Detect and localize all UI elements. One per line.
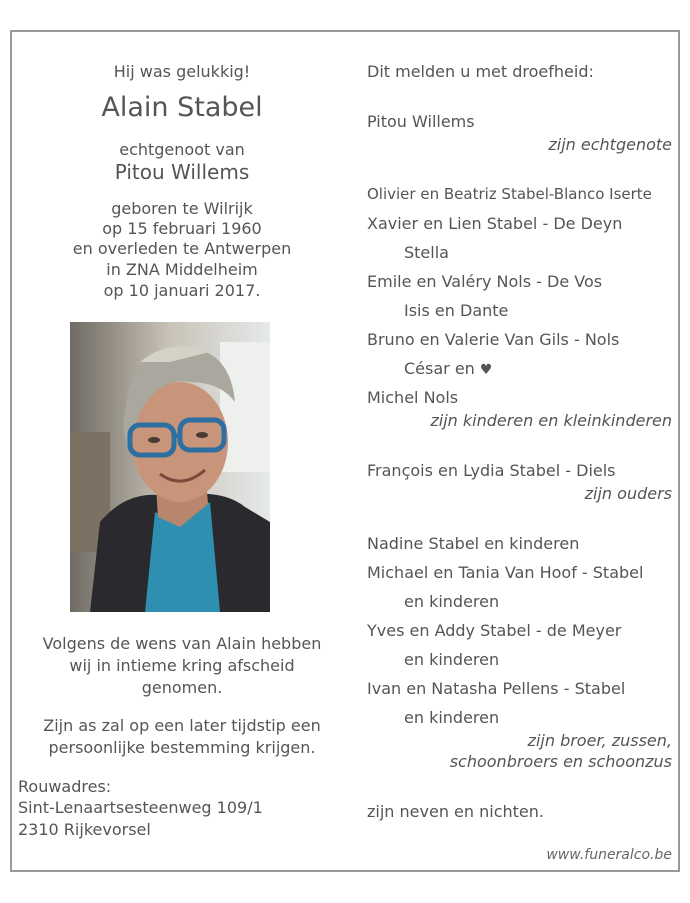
portrait-photo [70,322,270,612]
grandchild-entry [404,359,492,378]
website-credit: www.funeralco.be [546,847,672,863]
birth-line: geboren te Wilrijk [111,199,253,218]
child-entry: Michel Nols [367,388,459,407]
sibling-entry: Ivan en Natasha Pellens - Stabel [367,679,626,698]
birth-line: op 15 februari 1960 [102,219,262,238]
funeral-card [10,30,680,872]
wish-line: Volgens de wens van Alain hebben [42,634,322,653]
sibling-children: en kinderen [404,592,500,611]
deceased-name: Alain Stabel [101,92,263,123]
sibling-children: en kinderen [404,650,500,669]
grandchild-entry: Stella [404,243,449,262]
siblings-role: schoonbroers en schoonzus [449,752,672,771]
address-city: 2310 Rijkevorsel [18,820,151,839]
grandchild-text: César en [404,359,475,378]
grandchild-entry: Isis en Dante [404,301,509,320]
children-role: zijn kinderen en kleinkinderen [430,411,672,430]
address-street: Sint-Lenaartsesteenweg 109/1 [18,798,263,817]
motto: Hij was gelukkig! [113,62,251,81]
heart-icon: ♥ [479,362,493,378]
siblings-role: zijn broer, zussen, [527,731,672,750]
birth-line: in ZNA Middelheim [106,260,258,279]
sibling-entry: Michael en Tania Van Hoof - Stabel [367,563,644,582]
parents-role: zijn ouders [584,484,672,503]
spouse-name: Pitou Willems [114,160,250,184]
spouse-role: zijn echtgenote [548,135,672,154]
birth-line: op 10 januari 2017. [103,281,261,300]
ashes-line: persoonlijke bestemming krijgen. [48,738,316,757]
cousins-entry: zijn neven en nichten. [367,802,544,821]
ashes-line: Zijn as zal op een later tijdstip een [43,716,321,735]
portrait-illustration [70,322,270,612]
spouse-label: echtgenoot van [119,140,245,159]
sibling-children: en kinderen [404,708,500,727]
sibling-entry: Yves en Addy Stabel - de Meyer [367,621,622,640]
child-entry: Xavier en Lien Stabel - De Deyn [367,214,623,233]
sibling-entry: Nadine Stabel en kinderen [367,534,580,553]
wish-line: genomen. [141,678,223,697]
address-label: Rouwadres: [18,777,112,796]
child-entry: Bruno en Valerie Van Gils - Nols [367,330,620,349]
child-entry: Emile en Valéry Nols - De Vos [367,272,603,291]
wish-line: wij in intieme kring afscheid [69,656,295,675]
announcement-intro: Dit melden u met droefheid: [367,62,594,81]
birth-line: en overleden te Antwerpen [72,239,292,258]
spouse-entry: Pitou Willems [367,112,475,131]
parents-entry: François en Lydia Stabel - Diels [367,461,616,480]
child-entry: Olivier en Beatriz Stabel-Blanco Iserte [367,185,652,203]
